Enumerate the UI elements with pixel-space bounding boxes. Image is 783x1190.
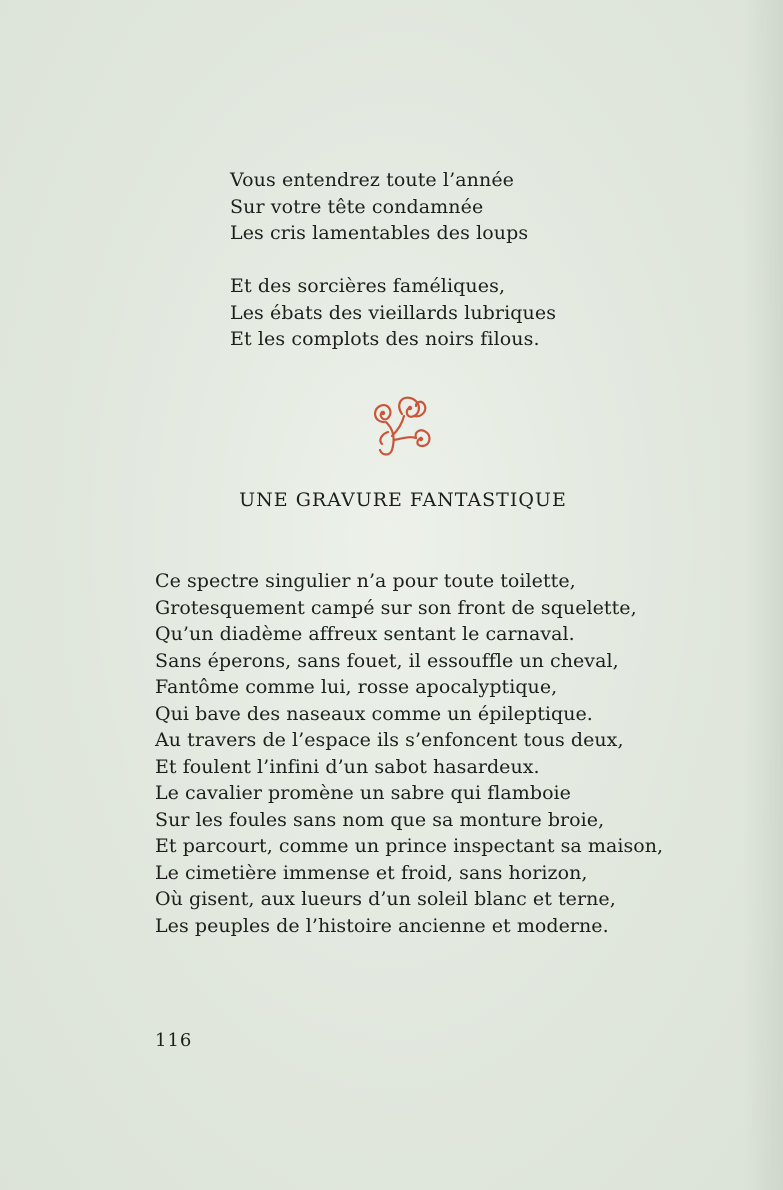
verse-line: Grotesquement campé sur son front de squelette, [155,596,637,619]
verse-line: Sur les foules sans nom que sa monture broie, [155,808,605,831]
verse-line: Fantôme comme lui, rosse apocalyptique, [155,676,558,698]
poem-title: UNE GRAVURE FANTASTIQUE [239,489,567,511]
stanza-1 [230,167,528,247]
verse-line: Et foulent l’infini d’un sabot hasardeux. [155,755,540,778]
verse-line: Et les complots des noirs filous. [230,328,540,350]
verse-line: Où gisent, aux lueurs d’un soleil blanc et terne, [155,888,616,910]
verse-line: Le cimetière immense et froid, sans horizon, [155,861,588,884]
verse-line: Sur votre tête condamnée [230,195,484,218]
poem-body [155,568,663,939]
verse-line: Sans éperons, sans fouet, il essouffle un cheval, [155,649,619,672]
stanza-2 [230,273,556,353]
page-number: 116 [155,1030,193,1051]
verse-line: Les ébats des vieillards lubriques [230,301,557,324]
verse-line: Ce spectre singulier n’a pour toute toilette, [155,570,576,592]
verse-line: Et des sorcières faméliques, [230,275,506,297]
verse-line: Au travers de l’espace ils s’enfoncent tous deux, [155,729,624,751]
verse-line: Les cris lamentables des loups [230,222,529,244]
verse-line: Vous entendrez toute l’année [230,169,515,191]
page-edge-shadow [743,0,783,1190]
verse-line: Le cavalier promène un sabre qui flamboie [155,782,571,804]
verse-line: Qu’un diadème affreux sentant le carnaval. [155,623,575,645]
verse-line: Qui bave des naseaux comme un épileptique. [155,702,593,725]
floral-sprig-icon [366,392,438,462]
verse-line: Et parcourt, comme un prince inspectant sa maison, [155,835,664,857]
verse-line: Les peuples de l’histoire ancienne et moderne. [155,914,609,937]
